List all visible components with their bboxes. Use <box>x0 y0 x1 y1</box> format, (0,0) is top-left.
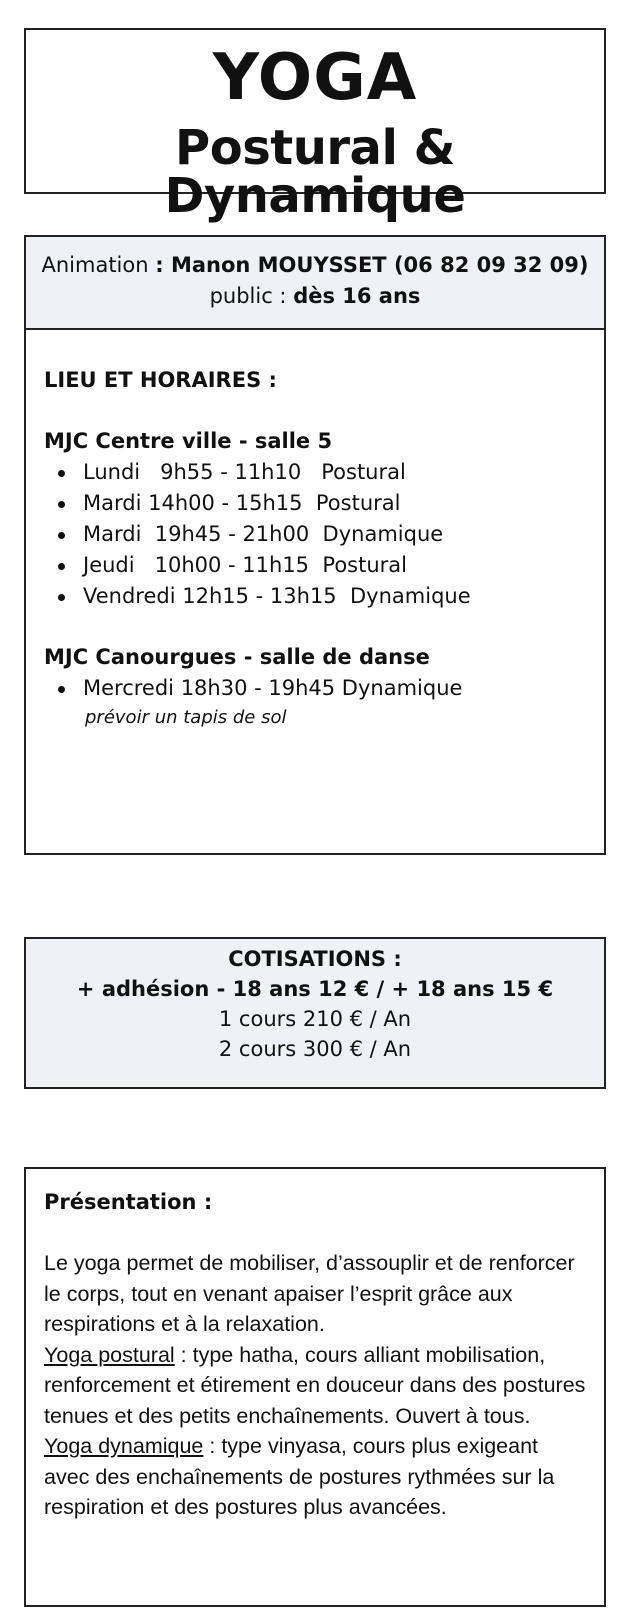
venue-note: prévoir un tapis de sol <box>85 707 287 728</box>
venue-name: MJC Centre ville - salle 5 <box>44 429 333 453</box>
slot-item: Mercredi 18h30 - 19h45 Dynamique <box>44 673 586 704</box>
public-label: public : <box>209 284 294 308</box>
slot-item: Mardi 19h45 - 21h00 Dynamique <box>44 519 586 550</box>
venue-slot-list <box>44 673 586 704</box>
cotisations-heading: COTISATIONS : <box>228 947 402 971</box>
venue-name: MJC Canourgues - salle de danse <box>44 645 430 669</box>
info-header <box>26 237 604 330</box>
postural-paragraph <box>44 1340 586 1432</box>
animation-label: Animation <box>41 253 156 277</box>
slot-item: Lundi 9h55 - 11h10 Postural <box>44 457 586 488</box>
schedule-section <box>26 330 604 732</box>
public-line <box>26 281 604 312</box>
slot-item: Mardi 14h00 - 15h15 Postural <box>44 488 586 519</box>
dynamique-label: Yoga dynamique <box>44 1434 204 1458</box>
page-title: YOGA <box>212 41 418 115</box>
schedule-heading: LIEU ET HORAIRES : <box>44 368 277 392</box>
dynamique-paragraph <box>44 1431 586 1523</box>
animation-line <box>26 250 604 281</box>
adhesion-line: + adhésion - 18 ans 12 € / + 18 ans 15 € <box>76 977 554 1001</box>
animation-value: : Manon MOUYSSET (06 82 09 32 09) <box>155 253 589 277</box>
postural-text: : type hatha, cours alliant mobilisation, renforcement et étirement en douceur dans des postures tenues et des petits enchaînements. Ouvert à tous. <box>44 1342 586 1428</box>
title-box <box>24 28 606 224</box>
postural-label: Yoga postural <box>44 1342 175 1367</box>
page-subtitle: Postural & Dynamique <box>164 120 466 224</box>
price-line: 1 cours 210 € / An <box>218 1007 412 1031</box>
presentation-text <box>44 1248 586 1523</box>
presentation-box <box>24 1167 606 1607</box>
info-box <box>24 235 606 855</box>
public-value: dès 16 ans <box>293 284 421 308</box>
cotisations-box <box>24 937 606 1089</box>
presentation-heading: Présentation : <box>44 1190 213 1214</box>
venue-slot-list <box>44 457 586 612</box>
dynamique-text: : type vinyasa, cours plus exigeant avec des enchaînements de postures rythmées sur la respiration et des postures plus avancées. <box>44 1434 555 1519</box>
slot-item: Vendredi 12h15 - 13h15 Dynamique <box>44 581 586 612</box>
price-line: 2 cours 300 € / An <box>218 1037 412 1061</box>
slot-item: Jeudi 10h00 - 11h15 Postural <box>44 550 586 581</box>
presentation-intro: Le yoga permet de mobiliser, d’assouplir et de renforcer le corps, tout en venant apaiser l’esprit grâce aux respirations et à la relaxation. <box>44 1251 575 1336</box>
